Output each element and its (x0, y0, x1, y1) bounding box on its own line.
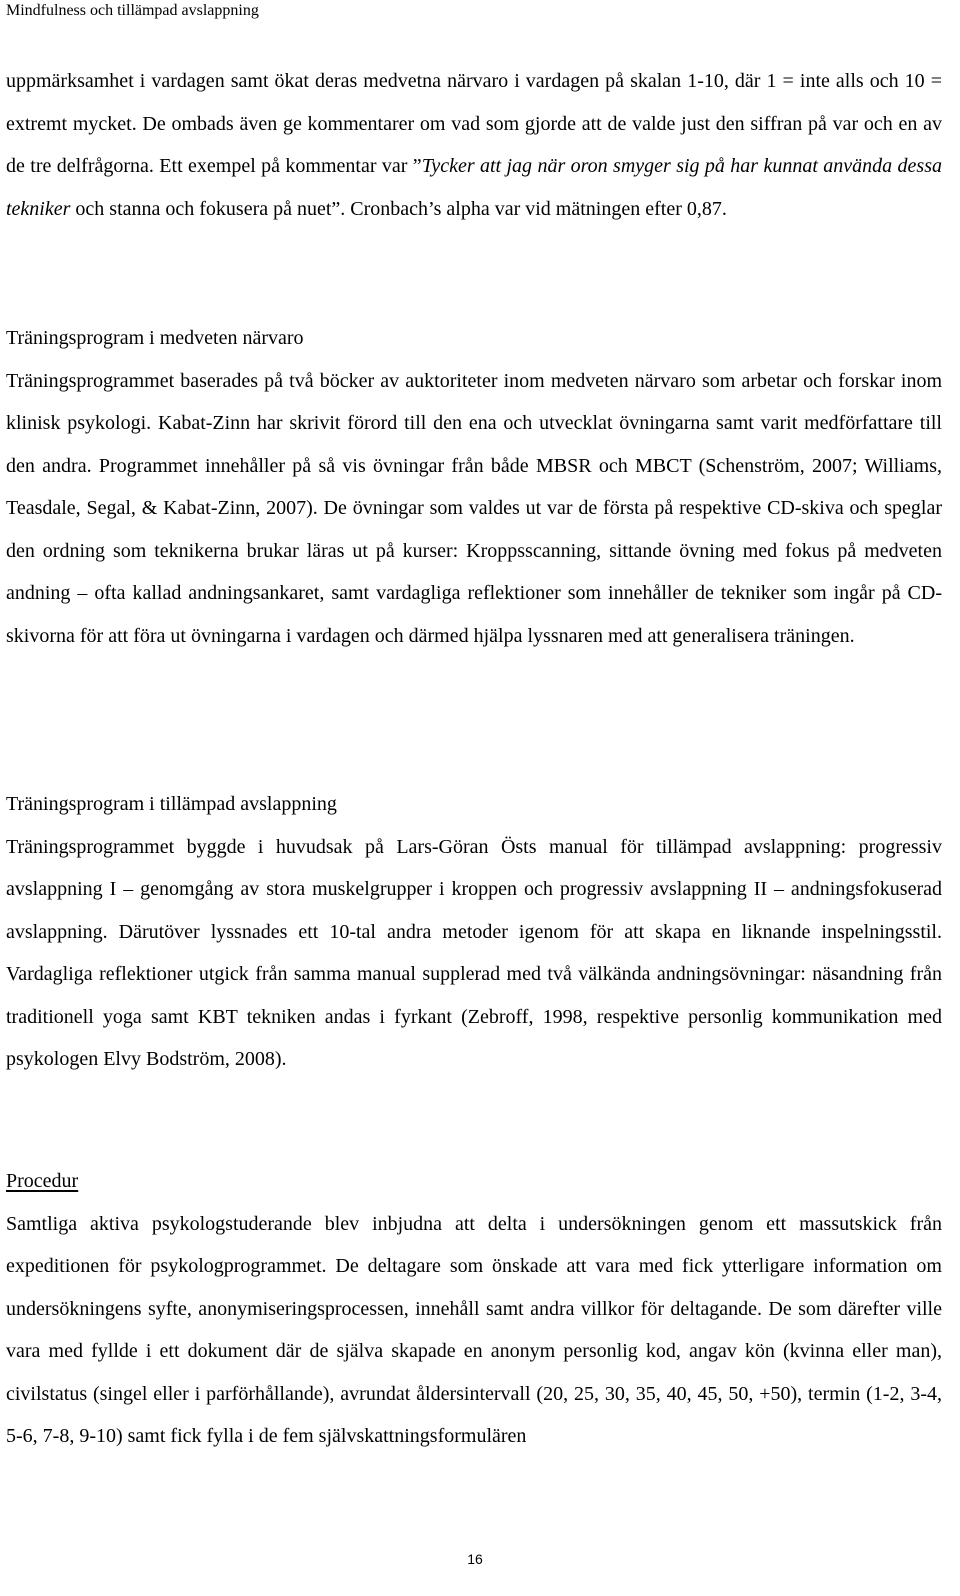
intro-text (6, 60, 942, 230)
page-number: 16 (467, 1551, 483, 1567)
section-procedure (6, 1160, 942, 1458)
intro-text-tail: ”. Cronbach’s alpha var vid mätningen efter 0,87. (331, 197, 727, 220)
quote-rest: och stanna och fokusera på nuet (70, 197, 332, 220)
section-body-procedure: Samtliga aktiva psykologstuderande blev inbjudna att delta i undersökningen genom ett massutskick från expeditionen för psykologprogrammet. De deltagare som önskade att vara med fick ytterligare information om undersökningens syfte, anonymiseringsprocessen, innehåll samt andra villkor för deltagande. De som därefter ville vara med fyllde i ett dokument där de själva skapade en anonym personlig kod, angav kön (kvinna eller man), civilstatus (singel eller i parförhållande), avrundat åldersintervall (20, 25, 30, 35, 40, 45, 50, +50), termin (1-2, 3-4, 5-6, 7-8, 9-10) samt fick fylla i de fem självskattningsformulären (6, 1212, 942, 1447)
running-header: Mindfulness och tillämpad avslappning (6, 2, 259, 19)
intro-text-lead: uppmärksamhet i vardagen samt ökat deras medvetna närvaro i vardagen på skalan 1-10, där 1 = inte alls och 10 = extremt mycket. De ombads även ge kommentarer om vad som gjorde att de valde just den siffran på var och en av de tre delfrågorna. Ett exempel på kommentar var ” (6, 70, 942, 177)
section-heading-mindfulness: Träningsprogram i medveten närvaro (6, 327, 304, 349)
section-mindfulness-program (6, 317, 942, 657)
section-relaxation-program (6, 783, 942, 1081)
section-body-relaxation: Träningsprogrammet byggde i huvudsak på Lars-Göran Östs manual för tillämpad avslappning: progressiv avslappning I – genomgång av stora muskelgrupper i kroppen och progressiv avslappning II – andningsfokuserad avslappning. Därutöver lyssnades ett 10-tal andra metoder igenom för att skapa en liknande inspelningsstil. Vardagliga reflektioner utgick från samma manual supplerad med två välkända andningsövningar: näsandning från traditionell yoga samt KBT tekniken andas i fyrkant (Zebroff, 1998, respektive personlig kommunikation med psykologen Elvy Bodström, 2008). (6, 835, 942, 1070)
intro-paragraph (6, 60, 942, 230)
section-body-mindfulness: Träningsprogrammet baserades på två böcker av auktoriteter inom medveten närvaro som arbetar och forskar inom klinisk psykologi. Kabat-Zinn har skrivit förord till den ena och utvecklat övningarna samt varit medförfattare till den andra. Programmet innehåller på så vis övningar från både MBSR och MBCT (Schenström, 2007; Williams, Teasdale, Segal, & Kabat-Zinn, 2007). De övningar som valdes ut var de första på respektive CD-skiva och speglar den ordning som teknikerna brukar läras ut på kurser: Kroppsscanning, sittande övning med fokus på medveten andning – ofta kallad andningsankaret, samt vardagliga reflektioner som innehåller de tekniker som ingår på CD-skivorna för att föra ut övningarna i vardagen och därmed hjälpa lyssnaren med att generalisera träningen. (6, 369, 942, 647)
section-heading-procedure: Procedur (6, 1170, 79, 1192)
quote-italic: Tycker att jag när oron smyger sig på har kunnat använda dessa tekniker (6, 155, 942, 220)
section-heading-relaxation: Träningsprogram i tillämpad avslappning (6, 793, 337, 815)
